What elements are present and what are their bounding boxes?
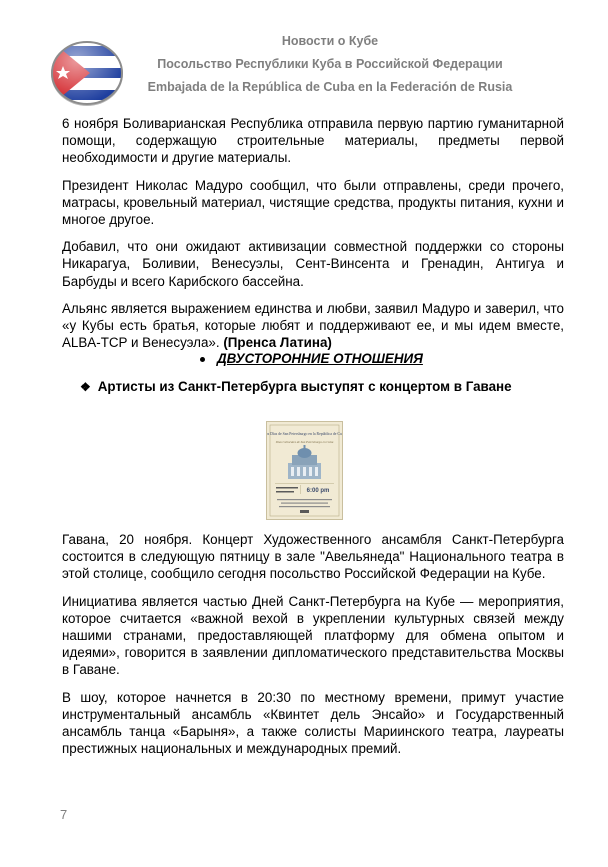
article-top-text	[62, 115, 564, 361]
paragraph: Президент Николас Мадуро сообщил, что были отправлены, среди прочего, матрасы, кровельный материал, чистящие средства, продукты питания, кухни и многое другое.	[62, 177, 564, 228]
page-number: 7	[60, 807, 68, 822]
paragraph: Добавил, что они ожидают активизации совместной поддержки со стороны Никарагуа, Боливии, Венесуэлы, Сент-Винсента и Гренадин, Антигуа и Барбуды и всего Карибского бассейна.	[62, 239, 564, 289]
paragraph: Инициатива является частью Дней Санкт-Петербурга на Кубе — мероприятия, которое считается «важной вехой в укреплении культурных связей между нашими странами, предоставляющей платформу для обмена опытом и идеями», говорится в заявлении дипломатического представительства Москвы в Гаване.	[62, 593, 564, 678]
diamond-bullet-icon: ❖	[80, 380, 91, 394]
paragraph-alliance	[62, 300, 564, 352]
paragraph: В шоу, которое начнется в 20:30 по местному времени, примут участие инструментальный ансамбль «Квинтет дель Энсайо» и Государственный ансамбль танца «Барыня», а также солисты Мариинского театра, лауреаты престижных национальных и международных премий.	[62, 689, 564, 757]
poster-subtitle: Días Culturales de San Petersburgo en Cuba	[275, 440, 334, 444]
concert-poster-image	[266, 421, 343, 520]
header-embassy-es: Embajada de la República de Cuba en la Federación de Rusia	[147, 80, 513, 94]
header-embassy-ru: Посольство Республики Куба в Российской Федерации	[157, 57, 503, 71]
poster-time: 6:00 pm	[306, 488, 330, 494]
page-header	[0, 0, 608, 110]
section-heading-text: ДВУСТОРОННИЕ ОТНОШЕНИЯ	[217, 351, 423, 366]
article-bottom-text	[62, 531, 564, 767]
section-heading	[200, 351, 423, 366]
bullet-icon	[200, 357, 205, 362]
header-title: Новости о Кубе	[281, 34, 379, 48]
article-title	[80, 379, 512, 394]
cuba-flag-logo-icon	[50, 40, 124, 106]
article-title-text: Артисты из Санкт-Петербурга выступят с концертом в Гаване	[97, 379, 512, 394]
source-credit: (Пренса Латина)	[223, 335, 332, 351]
poster-title: Los Días de San Petersburgo en la República de Cuba	[267, 432, 342, 436]
poster-artwork-icon	[267, 422, 342, 519]
paragraph-text: Альянс является выражением единства и любви, заявил Мадуро и заверил, что «у Кубы есть братья, которые любят и поддерживают ее, и мы идем вместе, ALBA-TCP и Венесуэла».	[62, 300, 564, 351]
paragraph: Гавана, 20 ноября. Концерт Художественного ансамбля Санкт-Петербурга состоится в следующую пятницу в зале "Авельянеда" Национального театра в этой столице, сообщило сегодня посольство Российской Федерации на Кубе.	[62, 532, 564, 582]
paragraph: 6 ноября Боливарианская Республика отправила первую партию гуманитарной помощи, содержащую строительные материалы, предметы первой необходимости и другие материалы.	[62, 116, 564, 166]
